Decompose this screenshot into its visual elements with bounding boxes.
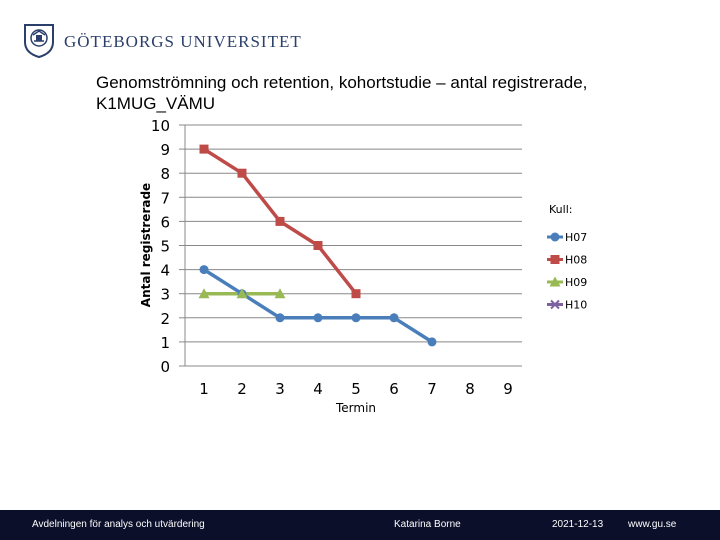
legend-label-h07: H07 xyxy=(565,231,588,244)
legend-title: Kull: xyxy=(549,203,573,216)
chart-title: Genomströmning och retention, kohortstudie – antal registrerade, K1MUG_VÄMU xyxy=(96,73,588,113)
data-point-h07 xyxy=(200,265,209,274)
x-tick-label: 9 xyxy=(503,380,513,398)
footer-website[interactable]: www.gu.se xyxy=(628,519,677,530)
legend-marker-h07 xyxy=(551,233,560,242)
y-tick-label: 4 xyxy=(160,261,170,280)
y-tick-label: 6 xyxy=(160,213,170,232)
legend-marker-h08 xyxy=(551,255,560,264)
data-point-h07 xyxy=(314,313,323,322)
data-point-h07 xyxy=(276,313,285,322)
data-point-h08 xyxy=(352,289,361,298)
y-tick-label: 7 xyxy=(160,189,170,208)
legend-label-h08: H08 xyxy=(565,253,588,267)
y-tick-label: 9 xyxy=(160,141,170,160)
y-tick-label: 10 xyxy=(150,117,170,135)
x-tick-label: 6 xyxy=(389,380,399,398)
footer-date: 2021-12-13 xyxy=(552,519,604,530)
y-tick-label: 1 xyxy=(160,333,170,352)
y-tick-label: 0 xyxy=(160,358,170,376)
y-axis-title: Antal registrerade xyxy=(139,182,153,308)
data-point-h08 xyxy=(238,169,247,178)
university-name: GÖTEBORGS UNIVERSITET xyxy=(64,32,302,51)
legend-label-h10: H10 xyxy=(565,298,588,312)
data-point-h08 xyxy=(314,241,323,250)
x-tick-label: 4 xyxy=(313,380,323,398)
x-tick-label: 8 xyxy=(465,380,475,398)
y-tick-label: 8 xyxy=(160,165,170,184)
y-tick-label: 2 xyxy=(160,309,170,328)
data-point-h08 xyxy=(276,217,285,226)
x-tick-label: 5 xyxy=(351,380,361,398)
x-tick-label: 1 xyxy=(199,380,209,398)
footer-bar xyxy=(0,510,720,540)
data-point-h08 xyxy=(200,145,209,154)
data-point-h07 xyxy=(390,313,399,322)
data-point-h07 xyxy=(352,313,361,322)
footer-author: Katarina Borne xyxy=(394,519,461,530)
y-tick-label: 5 xyxy=(160,237,170,256)
series-line-h07 xyxy=(204,270,432,342)
x-tick-label: 3 xyxy=(275,380,285,398)
x-tick-label: 2 xyxy=(237,380,247,398)
x-tick-label: 7 xyxy=(427,380,437,398)
y-tick-label: 3 xyxy=(160,285,170,304)
x-axis-title: Termin xyxy=(335,401,377,415)
data-point-h07 xyxy=(428,337,437,346)
legend-label-h09: H09 xyxy=(565,276,588,289)
footer-department: Avdelningen för analys och utvärdering xyxy=(32,519,205,530)
